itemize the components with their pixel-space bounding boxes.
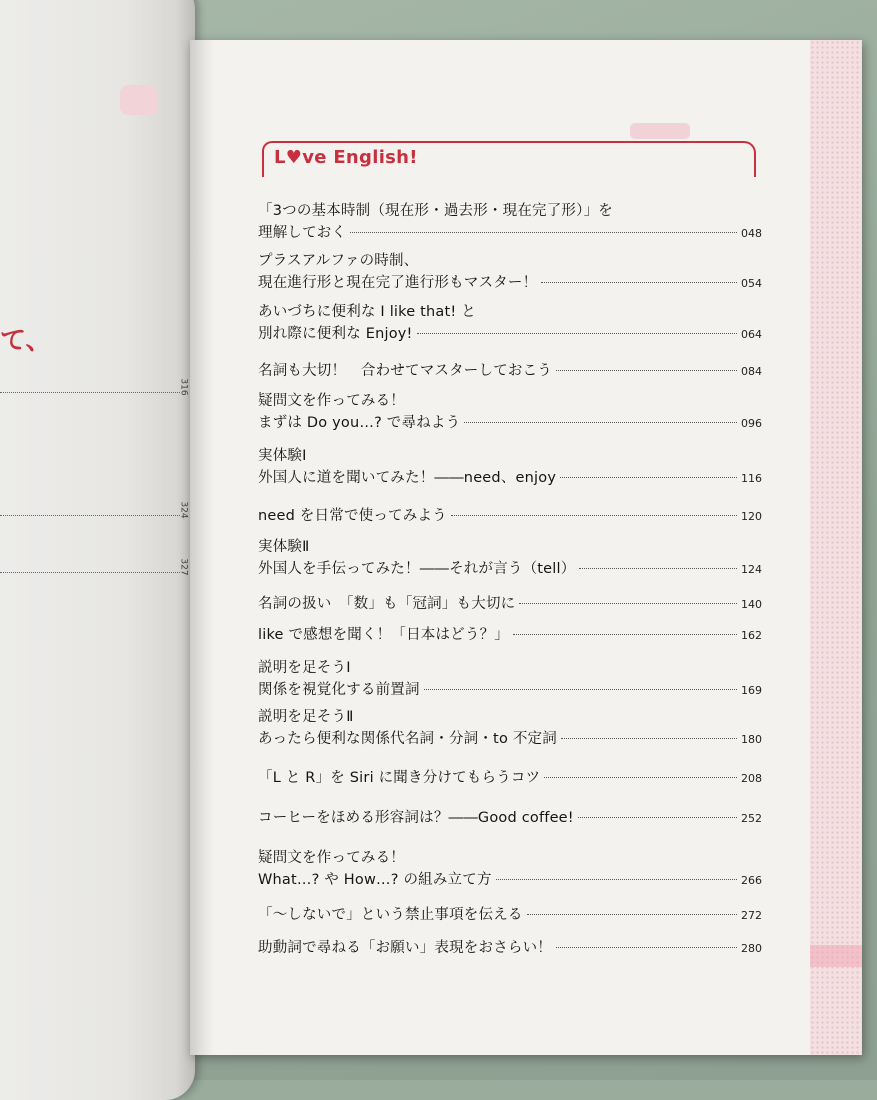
toc-entry-line: 「～しないで」という禁止事項を伝える: [258, 907, 523, 923]
left-page-page-number: 316: [178, 378, 189, 396]
toc-leader-dots: [496, 879, 737, 880]
toc-page-number: 252: [741, 812, 762, 825]
toc-entry-line: 説明を足そうⅠ: [258, 660, 351, 676]
toc-entry-line: 別れ際に便利な Enjoy!: [258, 326, 413, 342]
toc-entry[interactable]: [258, 657, 762, 701]
toc-page-number: 120: [741, 510, 762, 523]
toc-page-number: 084: [741, 365, 762, 378]
toc-entry[interactable]: [258, 904, 762, 926]
toc-entry-last-line: [258, 412, 762, 434]
left-page-pink-tab: [120, 85, 158, 115]
toc-entry-last-line: [258, 728, 762, 750]
toc-entry-line: まずは Do you…? で尋ねよう: [258, 415, 461, 431]
toc-leader-dots: [417, 333, 737, 334]
toc-leader-dots: [578, 817, 737, 818]
toc-entry-line: 理解しておく: [258, 225, 347, 241]
toc-entry[interactable]: [258, 445, 762, 489]
toc-entry[interactable]: [258, 706, 762, 750]
toc-entry-line: 実体験Ⅰ: [258, 448, 307, 464]
toc-entry-last-line: [258, 593, 762, 615]
toc-entry-line: 疑問文を作ってみる！: [258, 393, 405, 409]
toc-entry-line: need を日常で使ってみよう: [258, 508, 447, 524]
toc-entry-last-line: [258, 624, 762, 646]
toc-entry-line: 名詞も大切！ 合わせてマスターしておこう: [258, 363, 552, 379]
toc-entry[interactable]: [258, 301, 762, 345]
toc-entry-last-line: [258, 505, 762, 527]
toc-page-number: 180: [741, 733, 762, 746]
toc-entry-line: 現在進行形と現在完了進行形もマスター！: [258, 275, 538, 291]
toc-leader-dots: [451, 515, 737, 516]
toc-entry-line: あいづちに便利な I like that! と: [258, 304, 476, 320]
header-title: [274, 147, 418, 168]
toc-entry-line: プラスアルファの時制、: [258, 253, 419, 269]
page-gutter: [190, 40, 214, 1055]
toc-page-number: 280: [741, 942, 762, 955]
header-title-start: L: [274, 147, 286, 168]
toc-leader-dots: [541, 282, 737, 283]
left-page-page-number: 324: [178, 501, 189, 519]
toc-entry-line: 助動詞で尋ねる「お願い」表現をおさらい！: [258, 940, 552, 956]
toc-leader-dots: [556, 370, 737, 371]
toc-entry-last-line: [258, 767, 762, 789]
pink-tab-marker: [630, 123, 690, 139]
toc-entry[interactable]: [258, 536, 762, 580]
toc-entry-last-line: [258, 679, 762, 701]
toc-page-number: 169: [741, 684, 762, 697]
left-page-leader-line: [0, 515, 180, 516]
toc-entry-line: like で感想を聞く！「日本はどう？」: [258, 627, 509, 643]
toc-entry-last-line: [258, 904, 762, 926]
left-page: [0, 0, 195, 1100]
toc-entry-last-line: [258, 360, 762, 382]
toc-entry-last-line: [258, 467, 762, 489]
toc-entry-line: 外国人を手伝ってみた！――それが言う（tell）: [258, 561, 576, 577]
toc-page-number: 116: [741, 472, 762, 485]
toc-entry-line: 外国人に道を聞いてみた！――need、enjoy: [258, 470, 557, 486]
toc-page: [190, 40, 862, 1055]
toc-entry[interactable]: [258, 360, 762, 382]
toc-leader-dots: [579, 568, 737, 569]
toc-page-number: 272: [741, 909, 762, 922]
toc-entry-last-line: [258, 558, 762, 580]
toc-leader-dots: [350, 232, 737, 233]
toc-entry-last-line: [258, 272, 762, 294]
toc-page-number: 064: [741, 328, 762, 341]
toc-entry[interactable]: [258, 390, 762, 434]
toc-entry[interactable]: [258, 807, 762, 829]
toc-entry[interactable]: [258, 505, 762, 527]
toc-page-number: 124: [741, 563, 762, 576]
toc-entry[interactable]: [258, 624, 762, 646]
toc-page-number: 208: [741, 772, 762, 785]
toc-entry-line: 名詞の扱い 「数」も「冠詞」も大切に: [258, 596, 516, 612]
left-page-leader-line: [0, 572, 180, 573]
left-page-page-number: 327: [178, 558, 189, 576]
toc-page-number: 140: [741, 598, 762, 611]
toc-entry[interactable]: [258, 200, 762, 244]
toc-entry-line: 疑問文を作ってみる！: [258, 850, 405, 866]
left-page-heading-fragment: て、: [0, 326, 52, 356]
toc-header: [262, 141, 756, 177]
toc-entry-last-line: [258, 937, 762, 959]
toc-entry[interactable]: [258, 593, 762, 615]
toc-leader-dots: [424, 689, 737, 690]
toc-page-number: 054: [741, 277, 762, 290]
toc-entry-line: 実体験Ⅱ: [258, 539, 310, 555]
left-page-leader-line: [0, 392, 180, 393]
toc-entry-line: コーヒーをほめる形容詞は？――Good coffee!: [258, 810, 574, 826]
toc-leader-dots: [561, 738, 737, 739]
toc-leader-dots: [560, 477, 737, 478]
toc-leader-dots: [544, 777, 737, 778]
toc-entry-last-line: [258, 222, 762, 244]
toc-entry[interactable]: [258, 937, 762, 959]
toc-leader-dots: [556, 947, 737, 948]
heart-icon: ♥: [285, 147, 303, 168]
header-title-end: ve English!: [302, 147, 418, 168]
toc-entry-line: 「3つの基本時制（現在形・過去形・現在完了形）」を: [258, 203, 613, 219]
toc-leader-dots: [464, 422, 737, 423]
toc-leader-dots: [527, 914, 737, 915]
toc-entry-line: 説明を足そうⅡ: [258, 709, 354, 725]
toc-page-number: 266: [741, 874, 762, 887]
toc-page-number: 096: [741, 417, 762, 430]
pink-edge-strip: [810, 40, 862, 1055]
toc-leader-dots: [513, 634, 737, 635]
toc-entry-last-line: [258, 807, 762, 829]
toc-entry-last-line: [258, 323, 762, 345]
toc-leader-dots: [519, 603, 737, 604]
toc-page-number: 048: [741, 227, 762, 240]
toc-entry[interactable]: [258, 250, 762, 294]
toc-entry[interactable]: [258, 767, 762, 789]
toc-entry[interactable]: [258, 847, 762, 891]
toc-entry-last-line: [258, 869, 762, 891]
toc-entry-line: What…? や How…? の組み立て方: [258, 872, 492, 888]
toc-entry-line: あったら便利な関係代名詞・分詞・to 不定詞: [258, 731, 557, 747]
toc-page-number: 162: [741, 629, 762, 642]
toc-entry-line: 関係を視覚化する前置詞: [258, 682, 420, 698]
pink-edge-tab: [810, 945, 862, 967]
toc-entry-line: 「L と R」を Siri に聞き分けてもらうコツ: [258, 770, 541, 786]
